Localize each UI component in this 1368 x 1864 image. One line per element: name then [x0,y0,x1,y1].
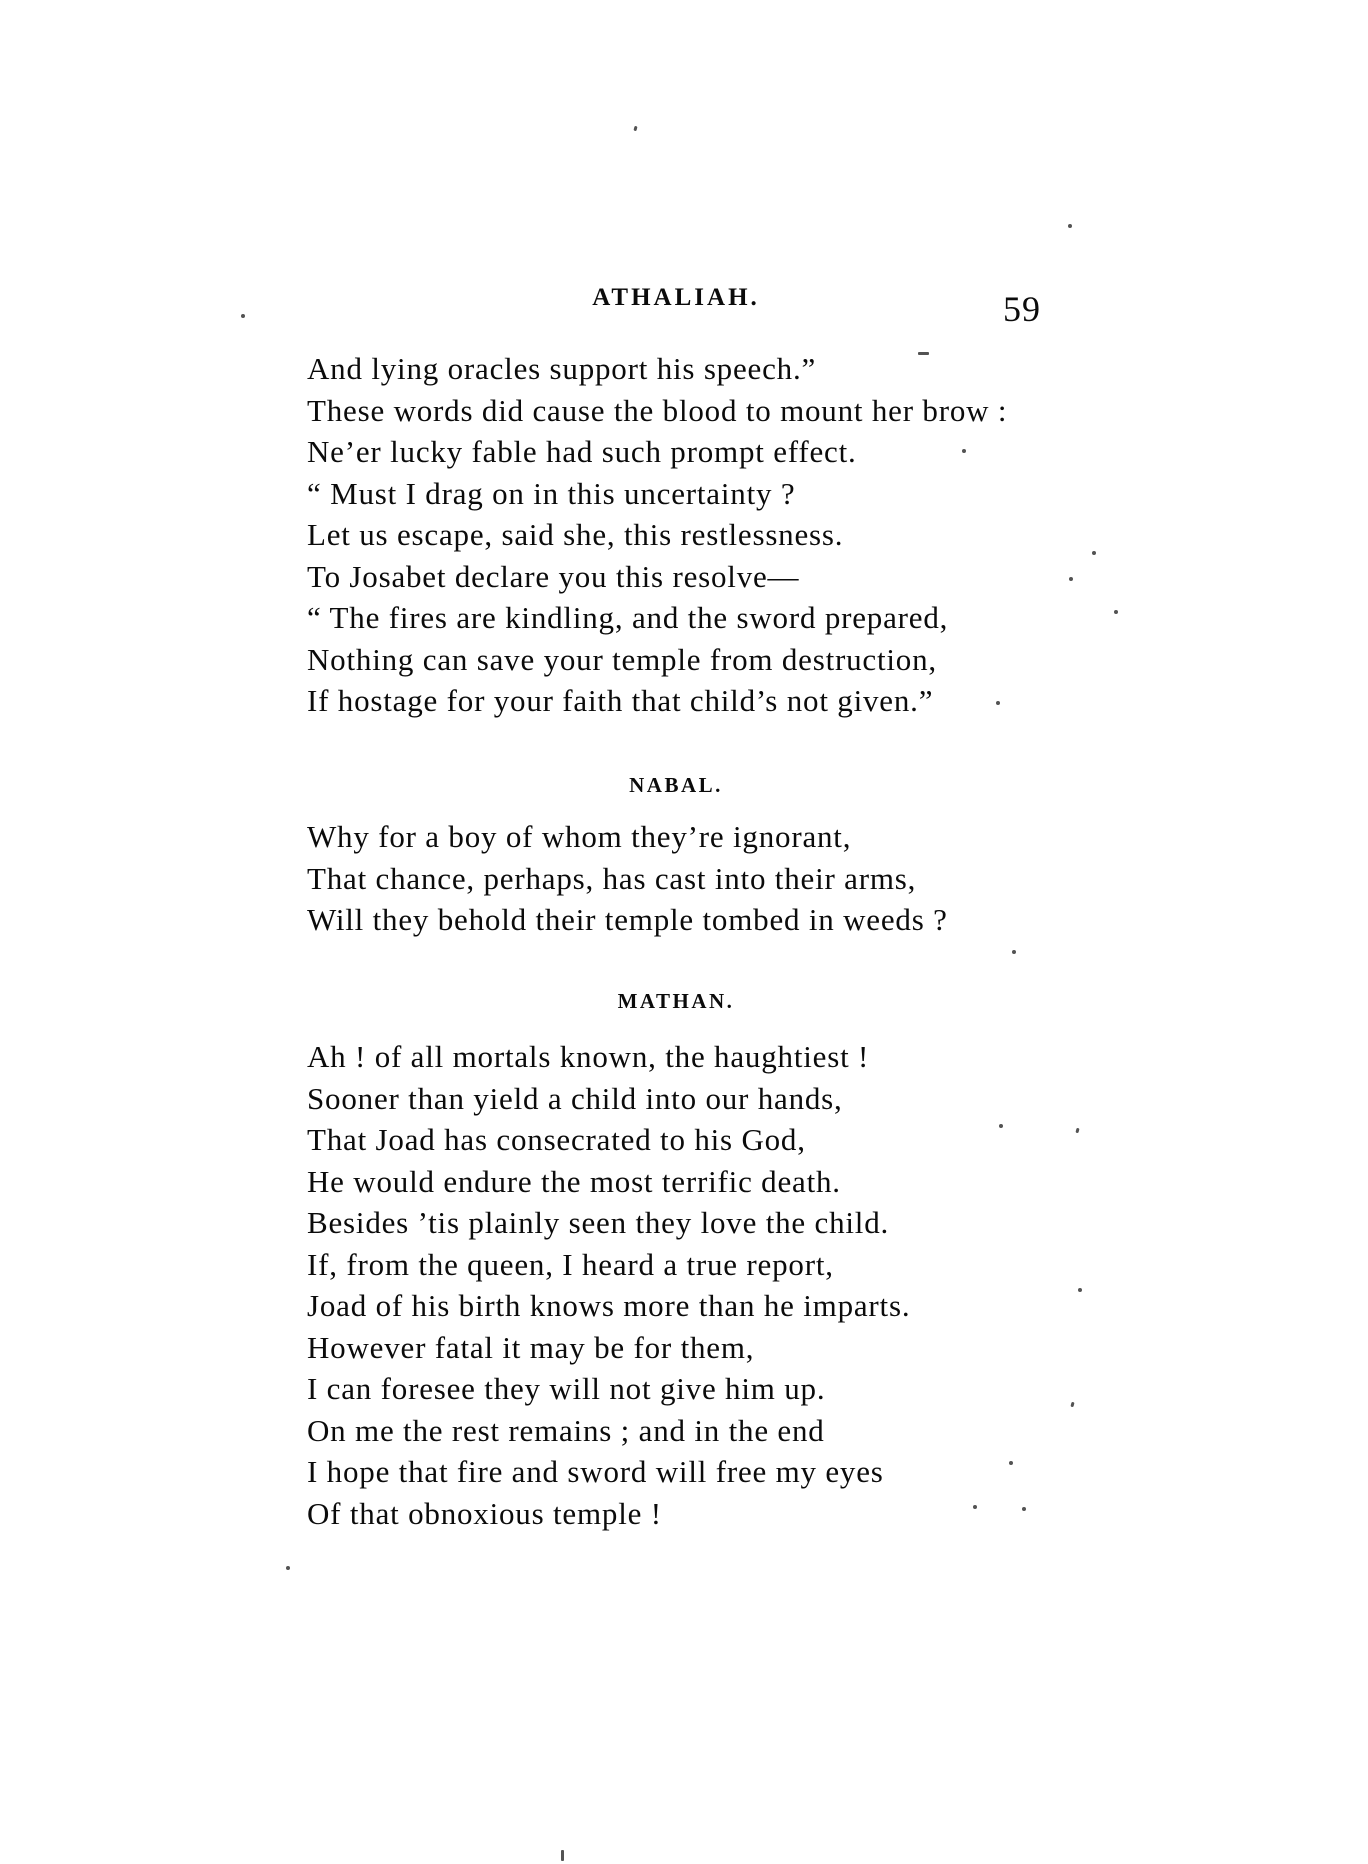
speaker-heading-nabal: NABAL. [629,773,723,797]
stanza-nabal-speech [307,816,1067,941]
verse-line: However fatal it may be for them, [307,1329,755,1365]
scan-speck [561,1850,564,1861]
speaker-heading-mathan: MATHAN. [617,989,735,1013]
verse-line: Nothing can save your temple from destruction, [307,641,937,677]
verse-line: On me the rest remains ; and in the end [307,1412,825,1448]
verse-line: That chance, perhaps, has cast into their arms, [307,860,917,896]
page-number: 59 [1003,289,1041,329]
running-title: ATHALIAH. [592,284,760,311]
scan-speck [1075,1128,1079,1134]
verse-line: Besides ’tis plainly seen they love the child. [307,1205,890,1240]
verse-line: I hope that fire and sword will free my eyes [307,1454,884,1489]
verse-line: “ The fires are kindling, and the sword prepared, [307,600,949,635]
verse-line: Ah ! of all mortals known, the haughtiest ! [307,1039,870,1074]
scan-speck [1022,1507,1026,1511]
scan-speck [1114,610,1118,614]
verse-line: And lying oracles support his speech.” [307,351,817,386]
scan-speck [1068,224,1072,228]
verse-line: I can foresee they will not give him up. [307,1371,826,1406]
scan-speck [1070,1402,1074,1408]
verse-line: Joad of his birth knows more than he imparts. [307,1288,911,1323]
verse-line: To Josabet declare you this resolve— [307,558,800,594]
verse-line: That Joad has consecrated to his God, [307,1122,806,1157]
scan-speck [1009,1461,1013,1465]
verse-line: Will they behold their temple tombed in weeds ? [307,902,948,937]
scan-speck [1092,551,1096,555]
verse-line: If, from the queen, I heard a true report, [307,1246,834,1282]
verse-line: “ Must I drag on in this uncertainty ? [307,475,796,511]
scan-speck [1012,950,1016,954]
scan-speck [1078,1288,1082,1292]
verse-line: Let us escape, said she, this restlessness. [307,517,844,552]
scan-speck [633,126,637,132]
verse-line: Of that obnoxious temple ! [307,1495,662,1531]
scan-speck [241,314,245,318]
scan-speck [962,449,966,453]
verse-line: Ne’er lucky fable had such prompt effect. [307,434,857,469]
verse-line: Why for a boy of whom they’re ignorant, [307,819,852,854]
scan-speck [918,352,929,355]
verse-line: He would endure the most terrific death. [307,1163,841,1199]
stanza-mathan-speech [307,1036,1067,1534]
scan-speck [999,1124,1003,1128]
scan-speck [1069,577,1073,581]
scan-speck [286,1566,290,1570]
verse-line: These words did cause the blood to mount her brow : [307,392,1008,428]
scan-speck [973,1505,977,1509]
scan-speck [996,701,1000,705]
verse-line: If hostage for your faith that child’s not given.” [307,683,934,718]
verse-line: Sooner than yield a child into our hands, [307,1080,843,1116]
stanza-athaliah-speech [307,348,1067,722]
